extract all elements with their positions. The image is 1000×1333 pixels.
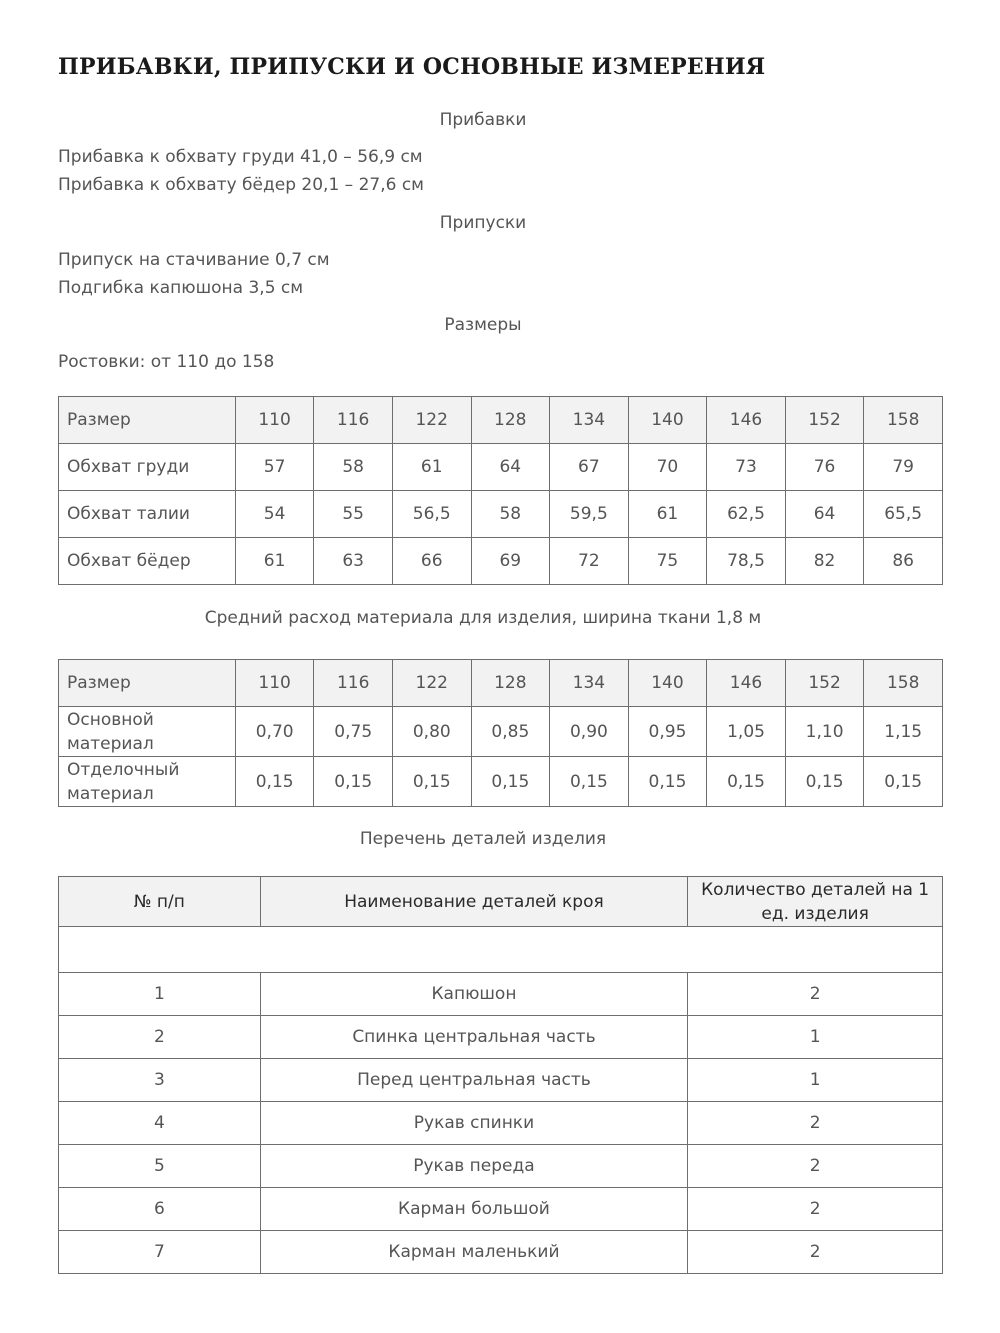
table-cell: 61: [628, 491, 707, 538]
additions-heading: Прибавки: [439, 110, 527, 130]
table-cell: 61: [392, 444, 471, 491]
table-cell: 64: [785, 491, 864, 538]
table-cell: 0,95: [628, 707, 707, 757]
table-cell: 79: [864, 444, 943, 491]
consumption-heading: Средний расход материала для изделия, ширина ткани 1,8 м: [204, 608, 762, 628]
table-cell: 63: [314, 538, 393, 585]
table-cell: 0,15: [235, 757, 314, 807]
table-cell: Карман большой: [260, 1188, 688, 1231]
sizes-heading: Размеры: [444, 315, 522, 335]
table-row: [59, 973, 943, 1016]
size-header-cell: Размер: [59, 660, 236, 707]
table-row: [59, 1188, 943, 1231]
table-cell: 0,15: [393, 757, 472, 807]
table-cell: 55: [314, 491, 393, 538]
number-header: № п/п: [59, 877, 261, 927]
size-cell: 110: [235, 660, 314, 707]
table-cell: 58: [314, 444, 393, 491]
table-row: [59, 538, 943, 585]
table-cell: 66: [392, 538, 471, 585]
seam-allowance-line: Припуск на стачивание 0,7 см: [58, 250, 330, 270]
size-cell: 152: [785, 660, 864, 707]
table-cell: 1,15: [864, 707, 943, 757]
table-cell: 2: [688, 1102, 943, 1145]
size-cell: 134: [550, 660, 629, 707]
table-cell: 86: [864, 538, 943, 585]
parts-table: [58, 876, 943, 1274]
table-row: [59, 1231, 943, 1274]
size-cell: 128: [471, 397, 550, 444]
table-cell: 65,5: [864, 491, 943, 538]
size-cell: 146: [707, 397, 786, 444]
table-row: [59, 444, 943, 491]
table-cell: 76: [785, 444, 864, 491]
table-cell: 0,15: [864, 757, 943, 807]
table-cell: 61: [235, 538, 314, 585]
table-cell: 7: [59, 1231, 261, 1274]
table-cell: 72: [550, 538, 629, 585]
table-cell: Спинка центральная часть: [260, 1016, 688, 1059]
empty-cell: [59, 927, 943, 973]
table-cell: Капюшон: [260, 973, 688, 1016]
table-row: [59, 1145, 943, 1188]
table-cell: 67: [550, 444, 629, 491]
table-cell: 5: [59, 1145, 261, 1188]
table-cell: 0,15: [628, 757, 707, 807]
table-cell: 0,70: [235, 707, 314, 757]
table-cell: Перед центральная часть: [260, 1059, 688, 1102]
table-cell: Рукав переда: [260, 1145, 688, 1188]
table-cell: 1,05: [707, 707, 786, 757]
table-cell: 78,5: [707, 538, 786, 585]
table-row: [59, 491, 943, 538]
size-cell: 158: [864, 660, 943, 707]
table-cell: 0,80: [393, 707, 472, 757]
table-row: [59, 707, 943, 757]
size-cell: 134: [550, 397, 629, 444]
empty-row: [59, 927, 943, 973]
size-cell: 140: [628, 660, 707, 707]
measurements-table: [58, 396, 943, 585]
hip-addition-line: Прибавка к обхвату бёдер 20,1 – 27,6 см: [58, 175, 424, 195]
table-row: [59, 1016, 943, 1059]
page-title: ПРИБАВКИ, ПРИПУСКИ И ОСНОВНЫЕ ИЗМЕРЕНИЯ: [58, 54, 766, 80]
table-cell: 2: [688, 1231, 943, 1274]
table-cell: 1,10: [785, 707, 864, 757]
table-cell: 0,15: [707, 757, 786, 807]
quantity-header: Количество деталей на 1 ед. изделия: [688, 877, 943, 927]
size-cell: 116: [314, 397, 393, 444]
allowances-heading: Припуски: [439, 213, 527, 233]
table-cell: 0,90: [550, 707, 629, 757]
table-cell: 2: [59, 1016, 261, 1059]
part-name-header: Наименование деталей кроя: [260, 877, 688, 927]
table-row: [59, 1102, 943, 1145]
table-cell: 0,15: [314, 757, 393, 807]
row-label: Обхват бёдер: [59, 538, 236, 585]
size-cell: 158: [864, 397, 943, 444]
size-cell: 122: [392, 397, 471, 444]
table-cell: 0,75: [314, 707, 393, 757]
table-cell: 2: [688, 1145, 943, 1188]
size-cell: 140: [628, 397, 707, 444]
table-cell: 73: [707, 444, 786, 491]
table-header-row: [59, 660, 943, 707]
table-row: [59, 1059, 943, 1102]
size-cell: 122: [393, 660, 472, 707]
table-cell: 0,15: [785, 757, 864, 807]
table-cell: 54: [235, 491, 314, 538]
table-cell: 58: [471, 491, 550, 538]
row-label: Отделочный материал: [59, 757, 236, 807]
hood-hem-line: Подгибка капюшона 3,5 см: [58, 278, 304, 298]
heights-line: Ростовки: от 110 до 158: [58, 352, 275, 372]
table-cell: 59,5: [550, 491, 629, 538]
size-cell: 110: [235, 397, 314, 444]
table-cell: 4: [59, 1102, 261, 1145]
row-label: Обхват груди: [59, 444, 236, 491]
size-cell: 128: [471, 660, 550, 707]
table-cell: 0,15: [550, 757, 629, 807]
table-cell: 70: [628, 444, 707, 491]
size-header-cell: Размер: [59, 397, 236, 444]
table-cell: 3: [59, 1059, 261, 1102]
row-label: Основной материал: [59, 707, 236, 757]
size-cell: 146: [707, 660, 786, 707]
table-cell: 82: [785, 538, 864, 585]
table-cell: 1: [59, 973, 261, 1016]
table-cell: 0,15: [471, 757, 550, 807]
table-cell: 56,5: [392, 491, 471, 538]
row-label: Обхват талии: [59, 491, 236, 538]
table-row: [59, 757, 943, 807]
consumption-table: [58, 659, 943, 807]
parts-heading: Перечень деталей изделия: [359, 829, 607, 849]
table-header-row: [59, 397, 943, 444]
table-cell: 6: [59, 1188, 261, 1231]
table-cell: 62,5: [707, 491, 786, 538]
table-cell: 1: [688, 1016, 943, 1059]
table-cell: 0,85: [471, 707, 550, 757]
size-cell: 152: [785, 397, 864, 444]
table-cell: 69: [471, 538, 550, 585]
table-cell: 75: [628, 538, 707, 585]
table-cell: 2: [688, 1188, 943, 1231]
table-cell: 1: [688, 1059, 943, 1102]
size-cell: 116: [314, 660, 393, 707]
table-cell: 64: [471, 444, 550, 491]
chest-addition-line: Прибавка к обхвату груди 41,0 – 56,9 см: [58, 147, 423, 167]
table-header-row: [59, 877, 943, 927]
table-cell: Рукав спинки: [260, 1102, 688, 1145]
table-cell: 2: [688, 973, 943, 1016]
table-cell: 57: [235, 444, 314, 491]
table-cell: Карман маленький: [260, 1231, 688, 1274]
